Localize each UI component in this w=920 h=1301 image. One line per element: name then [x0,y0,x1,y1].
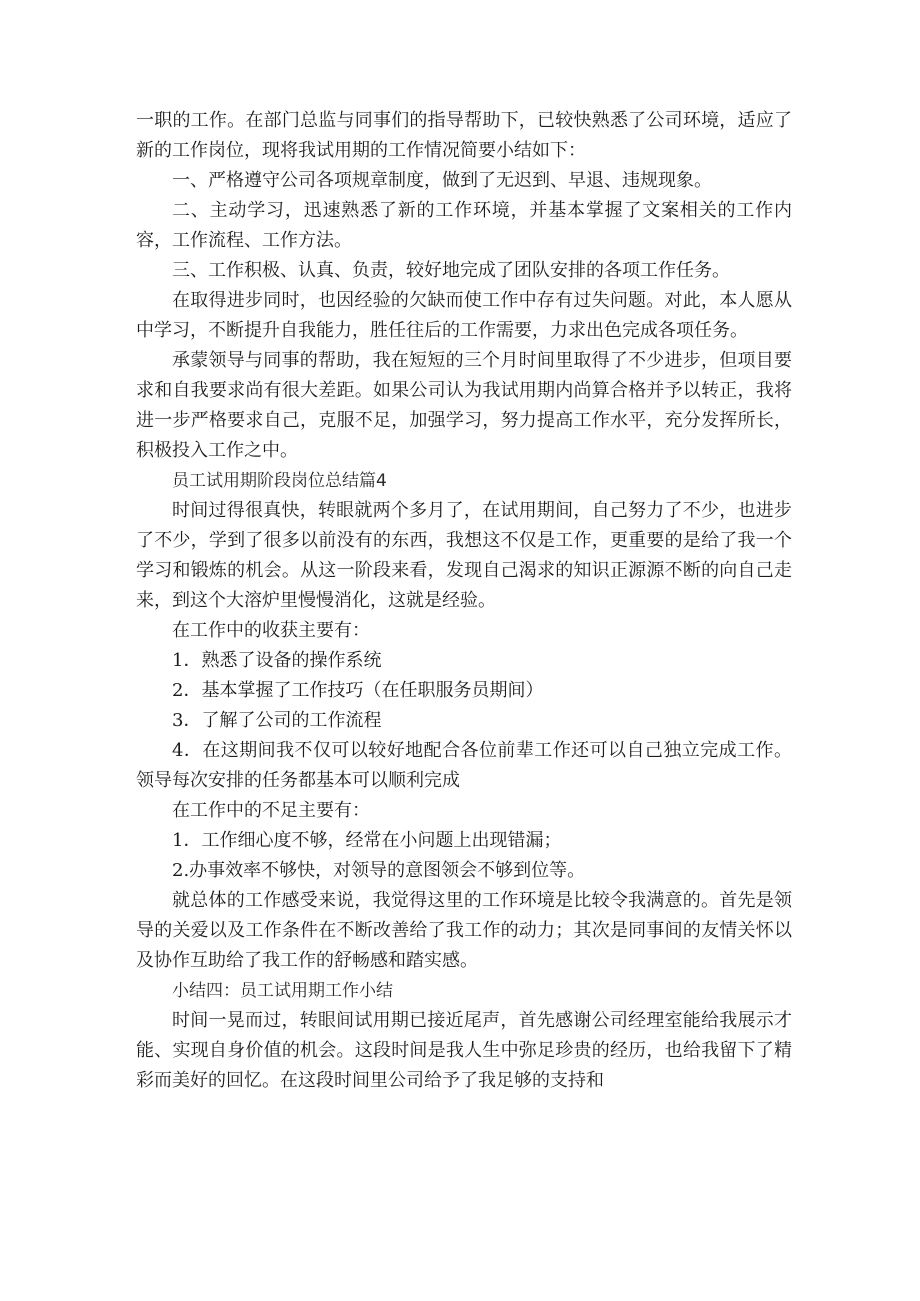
paragraph: 三、工作积极、认真、负责，较好地完成了团队安排的各项工作任务。 [172,260,730,281]
paragraph: 在工作中的不足主要有： [172,800,370,821]
list-item: 2.办事效率不够快，对领导的意图领会不够到位等。 [172,860,586,881]
list-item: 1．熟悉了设备的操作系统 [172,650,382,671]
list-item: 1．工作细心度不够，经常在小问题上出现错漏； [172,830,562,851]
paragraph: 就总体的工作感受来说，我觉得这里的工作环境是比较令我满意的。首先是领导的关爱以及工作条件在不断改善给了我工作的动力；其次是同事间的友情关怀以及协作互助给了我工作的舒畅感和踏实感。 [136,890,792,971]
paragraph: 一职的工作。在部门总监与同事们的指导帮助下，已较快熟悉了公司环境，适应了新的工作岗位，现将我试用期的工作情况简要小结如下： [136,110,792,161]
list-item: 4．在这期间我不仅可以较好地配合各位前辈工作还可以自己独立完成工作。领导每次安排的任务都基本可以顺利完成 [136,740,792,791]
paragraph: 时间过得很真快，转眼就两个多月了，在试用期间，自己努力了不少，也进步了不少，学到了很多以前没有的东西，我想这不仅是工作，更重要的是给了我一个学习和锻炼的机会。从这一阶段来看，发现自己渴求的知识正源源不断的向自己走来，到这个大溶炉里慢慢消化，这就是经验。 [136,500,792,611]
section-heading: 小结四：员工试用期工作小结 [172,981,393,1001]
paragraph: 承蒙领导与同事的帮助，我在短短的三个月时间里取得了不少进步，但项目要求和自我要求尚有很大差距。如果公司认为我试用期内尚算合格并予以转正，我将进一步严格要求自己，克服不足，加强学习，努力提高工作水平，充分发挥所长，积极投入工作之中。 [136,350,792,461]
paragraph: 二、主动学习，迅速熟悉了新的工作环境，并基本掌握了文案相关的工作内容，工作流程、工作方法。 [136,200,792,251]
document-body [136,106,792,1096]
list-item: 3．了解了公司的工作流程 [172,710,382,731]
section-heading: 员工试用期阶段岗位总结篇4 [172,471,387,491]
paragraph: 在取得进步同时，也因经验的欠缺而使工作中存有过失问题。对此，本人愿从中学习，不断提升自我能力，胜任往后的工作需要，力求出色完成各项任务。 [136,290,792,341]
paragraph: 一、严格遵守公司各项规章制度，做到了无迟到、早退、违规现象。 [172,170,712,191]
paragraph: 在工作中的收获主要有： [172,620,370,641]
paragraph: 时间一晃而过，转眼间试用期已接近尾声，首先感谢公司经理室能给我展示才能、实现自身价值的机会。这段时间是我人生中弥足珍贵的经历，也给我留下了精彩而美好的回忆。在这段时间里公司给予了我足够的支持和 [136,1010,792,1091]
list-item: 2．基本掌握了工作技巧（在任职服务员期间） [172,680,544,701]
